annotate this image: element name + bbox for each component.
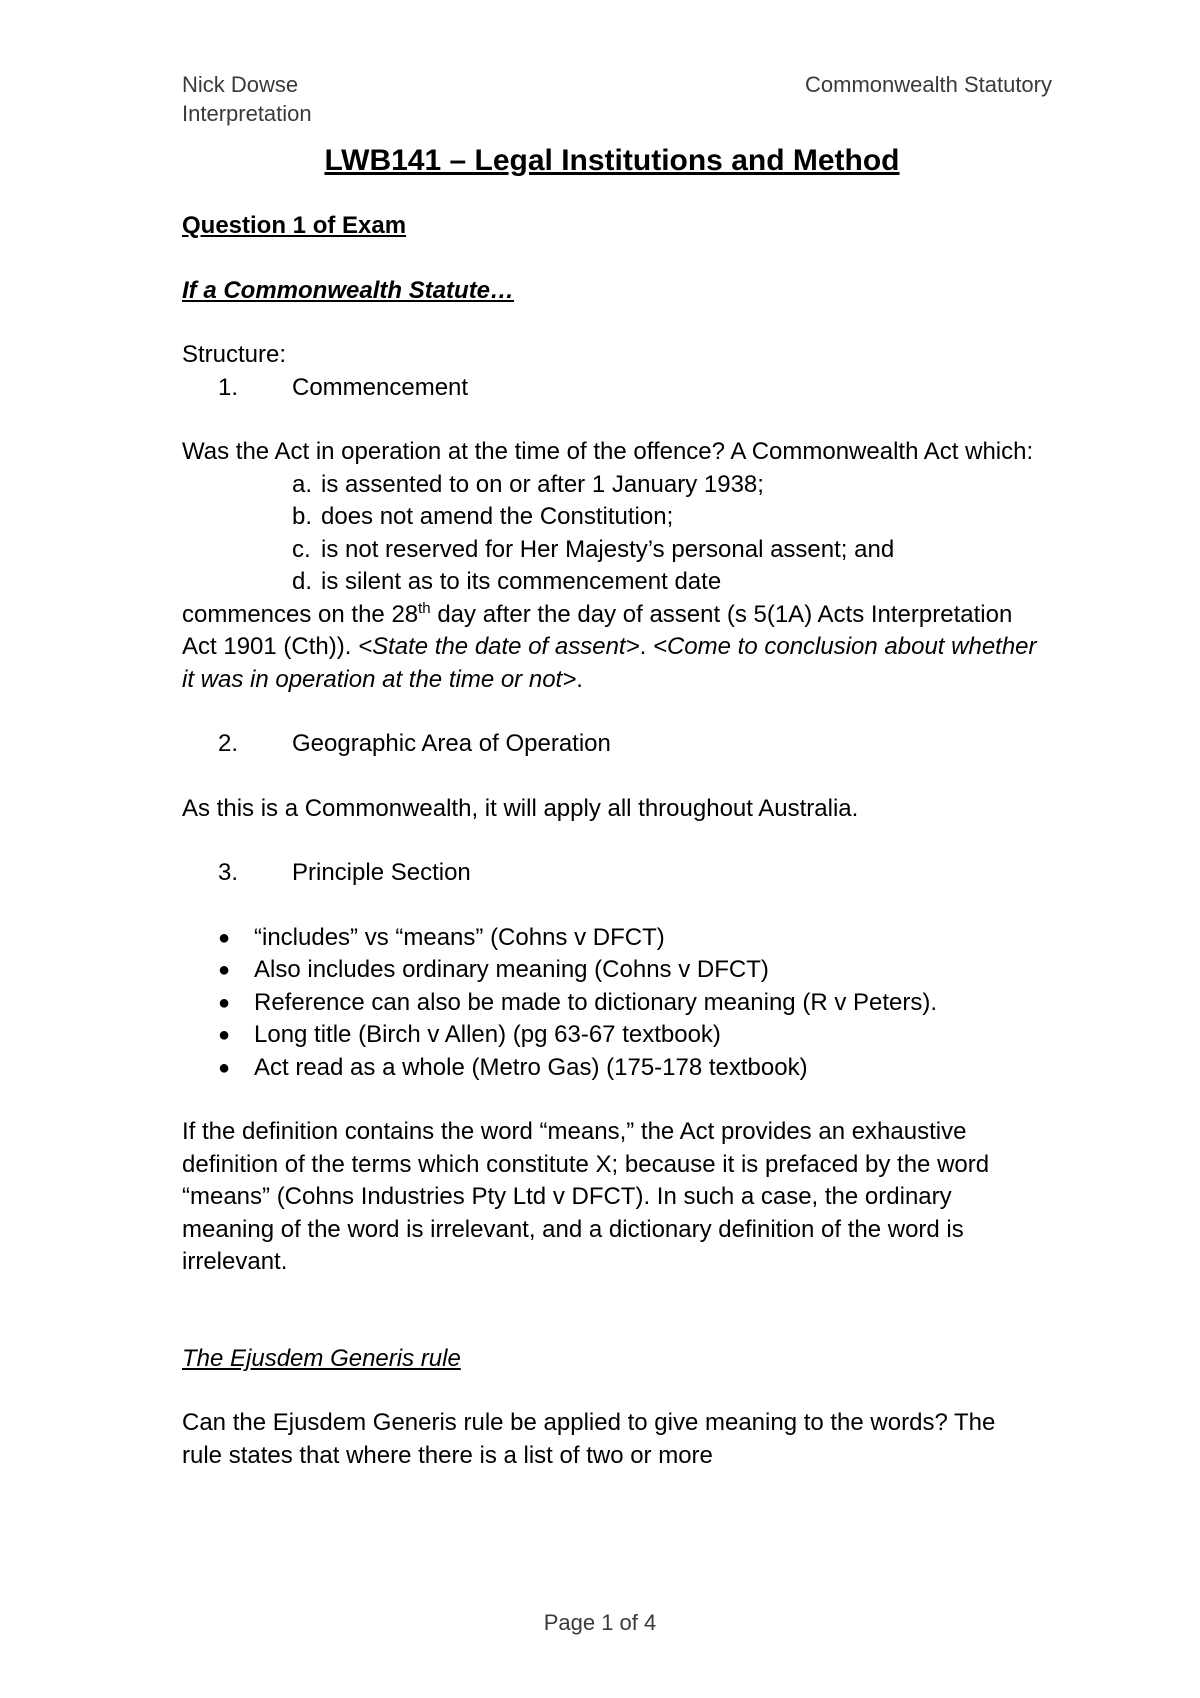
bullet-icon: ● [218, 926, 231, 949]
geographic-text: As this is a Commonwealth, it will apply all throughout Australia. [182, 794, 859, 822]
list-item: ● Long title (Birch v Allen) (pg 63-67 textbook) [182, 1019, 1042, 1052]
header-author: Nick Dowse [182, 72, 299, 97]
section-number: 2. [218, 730, 239, 757]
subheading: If a Commonwealth Statute… [182, 276, 515, 304]
commencement-conclusion: commences on the 28th day after the day of assent (s 5(1A) Acts Interpretation Act 1901 (Cth)). <State the date of assent>. <Come to conclusion about whether it was in operation at the time or not>. [182, 599, 1037, 693]
section-2-heading [182, 728, 1042, 761]
bullet-icon: ● [218, 959, 231, 981]
section-3-heading [182, 857, 1042, 890]
commencement-intro: Was the Act in operation at the time of the offence? A Commonwealth Act which: [182, 438, 1034, 465]
definition-paragraph: If the definition contains the word “means,” the Act provides an exhaustive definition of the terms which constitute X; because it is prefaced by the word “means” (Cohns Industries Pty Ltd v DFCT). In such a case, the ordinary meaning of the word is irrelevant, and a dictionary definition of the word is irrelevant. [182, 1118, 990, 1275]
list-item: d. is silent as to its commencement date [292, 568, 722, 595]
page-number: Page 1 of 4 [543, 1610, 657, 1635]
bullet-icon: ● [218, 1024, 231, 1046]
section-title: Geographic Area of Operation [292, 730, 611, 757]
document-body [182, 142, 1042, 1504]
principle-bullets [182, 922, 1042, 1085]
section-1-heading [182, 372, 1042, 405]
section-number: 1. [218, 373, 239, 401]
bullet-icon: ● [218, 1056, 231, 1079]
section-title: Principle Section [292, 859, 471, 886]
page-header [182, 70, 1052, 130]
bullet-icon: ● [218, 991, 231, 1014]
section-number: 3. [218, 859, 239, 886]
list-item: ● Reference can also be made to dictionary meaning (R v Peters). [182, 987, 1042, 1020]
list-item: ● “includes” vs “means” (Cohns v DFCT) [182, 922, 1042, 955]
list-item: ● Also includes ordinary meaning (Cohns v DFCT) [182, 954, 1042, 987]
commencement-conditions [292, 469, 1042, 599]
list-item: a. is assented to on or after 1 January 1938; [292, 470, 764, 498]
structure-label: Structure: [182, 341, 287, 368]
header-topic: Commonwealth Statutory [805, 72, 1052, 97]
section-title: Commencement [292, 373, 469, 401]
ejusdem-heading: The Ejusdem Generis rule [182, 1344, 461, 1372]
header-topic-continued: Interpretation [182, 101, 312, 126]
ejusdem-text: Can the Ejusdem Generis rule be applied to give meaning to the words? The rule states that where there is a list of two or more [182, 1409, 996, 1469]
list-item: ● Act read as a whole (Metro Gas) (175-178 textbook) [182, 1052, 1042, 1085]
list-item: c. is not reserved for Her Majesty’s personal assent; and [292, 535, 895, 563]
question-heading: Question 1 of Exam [182, 212, 407, 239]
document-title: LWB141 – Legal Institutions and Method [324, 144, 900, 177]
list-item: b. does not amend the Constitution; [292, 503, 674, 530]
